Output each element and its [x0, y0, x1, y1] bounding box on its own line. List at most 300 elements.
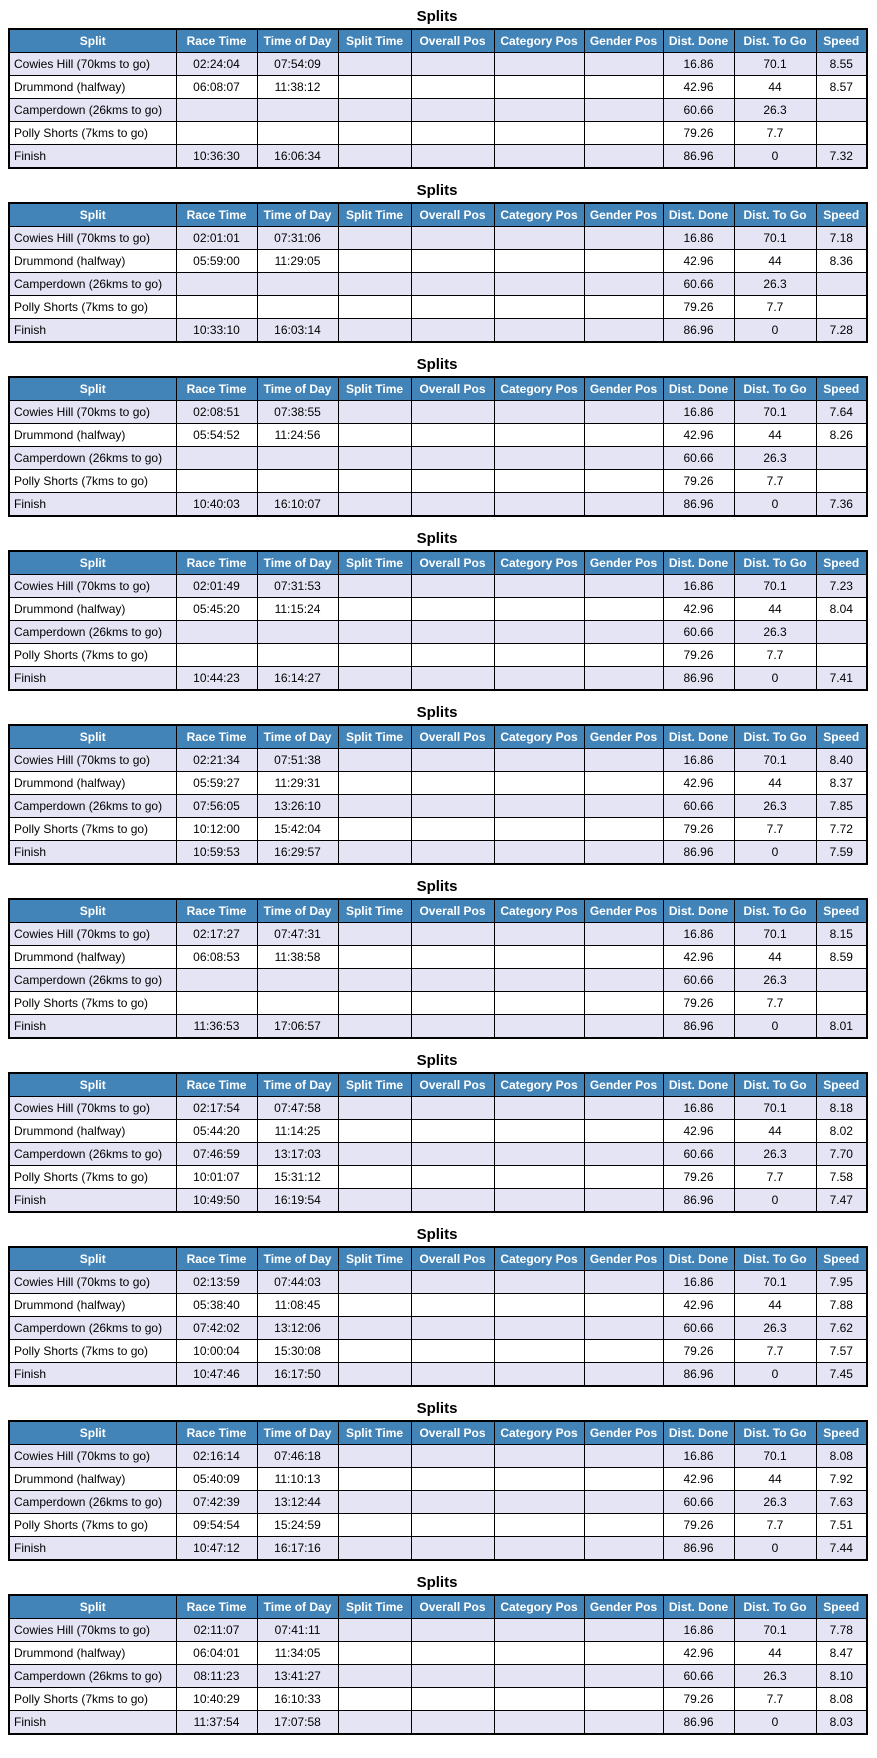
column-header-dist-done: Dist. Done	[663, 1247, 734, 1271]
column-header-speed: Speed	[816, 1595, 867, 1619]
table-cell: 42.96	[663, 1642, 734, 1665]
table-cell	[584, 1688, 663, 1711]
table-cell	[584, 1189, 663, 1213]
column-header-dist-to-go: Dist. To Go	[734, 1073, 816, 1097]
table-cell: 16.86	[663, 227, 734, 250]
table-cell	[338, 493, 411, 517]
table-cell	[584, 319, 663, 343]
table-title: Splits	[416, 1574, 458, 1591]
column-header-gender-pos: Gender Pos	[584, 1595, 663, 1619]
table-cell	[494, 644, 584, 667]
table-cell	[411, 644, 494, 667]
table-row	[9, 1317, 867, 1340]
column-header-category-pos: Category Pos	[494, 1595, 584, 1619]
table-cell: 10:12:00	[176, 818, 257, 841]
column-header-split-time: Split Time	[338, 203, 411, 227]
splits-block	[8, 8, 866, 169]
table-cell: 7.36	[816, 493, 867, 517]
table-header	[9, 551, 867, 575]
table-cell: 86.96	[663, 667, 734, 691]
table-cell: 07:38:55	[257, 401, 338, 424]
table-cell	[494, 250, 584, 273]
table-cell	[494, 122, 584, 145]
splits-tables-container	[0, 8, 877, 1735]
table-cell: 7.63	[816, 1491, 867, 1514]
split-name-cell: Polly Shorts (7kms to go)	[9, 122, 176, 145]
table-row	[9, 667, 867, 691]
table-cell: 86.96	[663, 1015, 734, 1039]
table-cell	[257, 296, 338, 319]
table-cell: 8.15	[816, 923, 867, 946]
column-header-dist-to-go: Dist. To Go	[734, 203, 816, 227]
table-cell	[584, 1294, 663, 1317]
split-name-cell: Finish	[9, 667, 176, 691]
column-header-race-time: Race Time	[176, 551, 257, 575]
table-header-row	[9, 899, 867, 923]
table-cell: 11:37:54	[176, 1711, 257, 1735]
table-body	[9, 749, 867, 865]
table-cell: 16:17:16	[257, 1537, 338, 1561]
table-cell	[584, 424, 663, 447]
table-cell: 8.10	[816, 1665, 867, 1688]
table-row	[9, 1166, 867, 1189]
table-cell	[411, 598, 494, 621]
table-cell	[338, 1097, 411, 1120]
table-row	[9, 250, 867, 273]
table-cell	[494, 818, 584, 841]
table-cell	[411, 621, 494, 644]
table-cell: 7.95	[816, 1271, 867, 1294]
table-cell: 8.26	[816, 424, 867, 447]
table-row	[9, 273, 867, 296]
table-cell	[494, 1294, 584, 1317]
table-cell: 44	[734, 1294, 816, 1317]
splits-block	[8, 1574, 866, 1735]
table-cell: 42.96	[663, 1294, 734, 1317]
table-cell	[494, 1143, 584, 1166]
table-row	[9, 1445, 867, 1468]
column-header-race-time: Race Time	[176, 203, 257, 227]
table-cell: 16.86	[663, 1097, 734, 1120]
table-header	[9, 203, 867, 227]
table-cell	[338, 470, 411, 493]
table-cell: 16:14:27	[257, 667, 338, 691]
table-cell	[584, 53, 663, 76]
table-row	[9, 795, 867, 818]
split-name-cell: Cowies Hill (70kms to go)	[9, 749, 176, 772]
table-cell	[257, 99, 338, 122]
table-cell: 26.3	[734, 1317, 816, 1340]
column-header-split: Split	[9, 1247, 176, 1271]
table-cell: 17:06:57	[257, 1015, 338, 1039]
table-cell: 0	[734, 319, 816, 343]
split-name-cell: Finish	[9, 145, 176, 169]
table-cell	[584, 145, 663, 169]
split-name-cell: Cowies Hill (70kms to go)	[9, 227, 176, 250]
table-header-row	[9, 377, 867, 401]
table-header	[9, 1247, 867, 1271]
column-header-gender-pos: Gender Pos	[584, 725, 663, 749]
table-row	[9, 841, 867, 865]
table-cell	[494, 424, 584, 447]
splits-table	[8, 28, 868, 169]
table-cell	[494, 795, 584, 818]
table-cell	[411, 1619, 494, 1642]
split-name-cell: Camperdown (26kms to go)	[9, 447, 176, 470]
table-cell	[338, 1642, 411, 1665]
splits-block	[8, 878, 866, 1039]
table-cell: 79.26	[663, 470, 734, 493]
table-cell: 7.72	[816, 818, 867, 841]
column-header-race-time: Race Time	[176, 725, 257, 749]
split-name-cell: Finish	[9, 319, 176, 343]
table-cell: 42.96	[663, 1468, 734, 1491]
table-cell: 02:17:27	[176, 923, 257, 946]
table-title: Splits	[416, 356, 458, 373]
table-cell	[411, 1317, 494, 1340]
table-cell	[584, 1120, 663, 1143]
table-cell: 13:12:06	[257, 1317, 338, 1340]
splits-table	[8, 1594, 868, 1735]
table-cell	[584, 1340, 663, 1363]
column-header-split: Split	[9, 1595, 176, 1619]
table-cell: 11:38:12	[257, 76, 338, 99]
table-cell	[338, 1665, 411, 1688]
table-cell: 8.36	[816, 250, 867, 273]
table-cell	[338, 1514, 411, 1537]
table-cell: 11:34:05	[257, 1642, 338, 1665]
table-cell: 26.3	[734, 273, 816, 296]
table-cell: 16:10:33	[257, 1688, 338, 1711]
column-header-gender-pos: Gender Pos	[584, 377, 663, 401]
table-cell	[411, 122, 494, 145]
table-cell: 05:59:27	[176, 772, 257, 795]
table-row	[9, 122, 867, 145]
table-cell	[176, 470, 257, 493]
table-cell: 11:10:13	[257, 1468, 338, 1491]
table-cell: 60.66	[663, 795, 734, 818]
table-cell	[584, 598, 663, 621]
table-cell	[411, 1491, 494, 1514]
table-cell	[411, 1143, 494, 1166]
splits-block	[8, 1400, 866, 1561]
table-cell: 0	[734, 1189, 816, 1213]
column-header-dist-to-go: Dist. To Go	[734, 1595, 816, 1619]
table-cell: 10:47:46	[176, 1363, 257, 1387]
table-row	[9, 1189, 867, 1213]
table-cell	[411, 575, 494, 598]
table-row	[9, 447, 867, 470]
table-cell: 44	[734, 250, 816, 273]
table-row	[9, 1688, 867, 1711]
table-row	[9, 470, 867, 493]
table-cell: 02:01:01	[176, 227, 257, 250]
table-cell	[494, 969, 584, 992]
table-cell	[338, 749, 411, 772]
table-cell	[584, 667, 663, 691]
column-header-dist-to-go: Dist. To Go	[734, 1247, 816, 1271]
table-cell	[338, 99, 411, 122]
column-header-category-pos: Category Pos	[494, 203, 584, 227]
split-name-cell: Camperdown (26kms to go)	[9, 99, 176, 122]
table-cell	[411, 1468, 494, 1491]
table-cell: 60.66	[663, 621, 734, 644]
table-cell: 02:01:49	[176, 575, 257, 598]
table-cell: 70.1	[734, 1271, 816, 1294]
table-cell: 07:54:09	[257, 53, 338, 76]
table-cell	[257, 992, 338, 1015]
table-cell	[584, 795, 663, 818]
table-cell	[494, 76, 584, 99]
table-cell	[176, 644, 257, 667]
table-header	[9, 1421, 867, 1445]
split-name-cell: Polly Shorts (7kms to go)	[9, 818, 176, 841]
table-cell	[494, 1015, 584, 1039]
table-cell: 60.66	[663, 447, 734, 470]
table-cell: 60.66	[663, 1665, 734, 1688]
table-cell	[411, 749, 494, 772]
table-cell	[494, 227, 584, 250]
table-header	[9, 29, 867, 53]
table-cell: 16.86	[663, 1271, 734, 1294]
column-header-time-of-day: Time of Day	[257, 899, 338, 923]
table-cell: 86.96	[663, 1537, 734, 1561]
table-cell	[494, 1363, 584, 1387]
table-cell	[494, 772, 584, 795]
table-row	[9, 644, 867, 667]
table-cell: 0	[734, 145, 816, 169]
split-name-cell: Cowies Hill (70kms to go)	[9, 1271, 176, 1294]
column-header-race-time: Race Time	[176, 899, 257, 923]
table-cell: 0	[734, 841, 816, 865]
split-name-cell: Polly Shorts (7kms to go)	[9, 296, 176, 319]
table-cell: 10:47:12	[176, 1537, 257, 1561]
table-row	[9, 76, 867, 99]
table-cell	[584, 644, 663, 667]
table-cell	[494, 1642, 584, 1665]
table-cell	[816, 99, 867, 122]
splits-table	[8, 724, 868, 865]
table-row	[9, 621, 867, 644]
table-body	[9, 1097, 867, 1213]
column-header-race-time: Race Time	[176, 1247, 257, 1271]
column-header-split-time: Split Time	[338, 1247, 411, 1271]
table-cell	[338, 621, 411, 644]
table-cell	[584, 992, 663, 1015]
table-cell	[411, 145, 494, 169]
table-cell	[176, 99, 257, 122]
table-cell: 26.3	[734, 1143, 816, 1166]
table-row	[9, 1665, 867, 1688]
table-cell	[494, 923, 584, 946]
table-cell	[816, 621, 867, 644]
column-header-split-time: Split Time	[338, 551, 411, 575]
table-cell: 79.26	[663, 122, 734, 145]
table-cell	[338, 53, 411, 76]
table-cell	[338, 772, 411, 795]
table-cell: 70.1	[734, 1097, 816, 1120]
splits-table	[8, 202, 868, 343]
table-cell	[257, 969, 338, 992]
table-cell	[584, 1537, 663, 1561]
table-body	[9, 575, 867, 691]
column-header-gender-pos: Gender Pos	[584, 29, 663, 53]
table-cell	[584, 296, 663, 319]
table-cell	[584, 1642, 663, 1665]
table-cell: 7.88	[816, 1294, 867, 1317]
table-cell	[338, 1619, 411, 1642]
table-cell: 11:36:53	[176, 1015, 257, 1039]
table-header-row	[9, 1421, 867, 1445]
column-header-category-pos: Category Pos	[494, 29, 584, 53]
table-cell: 7.7	[734, 122, 816, 145]
table-cell	[494, 273, 584, 296]
table-cell: 7.62	[816, 1317, 867, 1340]
table-cell: 07:44:03	[257, 1271, 338, 1294]
table-cell	[176, 992, 257, 1015]
table-cell	[257, 122, 338, 145]
column-header-speed: Speed	[816, 725, 867, 749]
table-cell	[494, 1120, 584, 1143]
table-header	[9, 377, 867, 401]
table-cell	[338, 1537, 411, 1561]
table-cell	[816, 122, 867, 145]
table-cell	[338, 1294, 411, 1317]
column-header-overall-pos: Overall Pos	[411, 203, 494, 227]
table-cell	[411, 53, 494, 76]
table-cell	[338, 273, 411, 296]
split-name-cell: Drummond (halfway)	[9, 76, 176, 99]
split-name-cell: Polly Shorts (7kms to go)	[9, 1340, 176, 1363]
split-name-cell: Cowies Hill (70kms to go)	[9, 53, 176, 76]
table-cell	[411, 1711, 494, 1735]
table-body	[9, 1271, 867, 1387]
table-cell	[411, 1097, 494, 1120]
column-header-category-pos: Category Pos	[494, 377, 584, 401]
column-header-split-time: Split Time	[338, 29, 411, 53]
table-cell: 07:31:53	[257, 575, 338, 598]
table-cell	[338, 296, 411, 319]
table-cell	[338, 145, 411, 169]
table-cell	[584, 1514, 663, 1537]
column-header-split-time: Split Time	[338, 1595, 411, 1619]
split-name-cell: Drummond (halfway)	[9, 946, 176, 969]
table-cell	[584, 749, 663, 772]
table-cell: 79.26	[663, 644, 734, 667]
column-header-time-of-day: Time of Day	[257, 203, 338, 227]
table-cell	[411, 818, 494, 841]
table-cell: 15:42:04	[257, 818, 338, 841]
table-cell	[338, 841, 411, 865]
column-header-dist-to-go: Dist. To Go	[734, 899, 816, 923]
table-cell	[338, 946, 411, 969]
table-cell: 15:30:08	[257, 1340, 338, 1363]
table-cell	[338, 992, 411, 1015]
table-row	[9, 1468, 867, 1491]
table-cell: 44	[734, 76, 816, 99]
table-cell: 05:45:20	[176, 598, 257, 621]
table-cell	[494, 749, 584, 772]
table-cell: 07:42:02	[176, 1317, 257, 1340]
table-cell: 02:21:34	[176, 749, 257, 772]
table-header	[9, 725, 867, 749]
split-name-cell: Camperdown (26kms to go)	[9, 795, 176, 818]
table-cell: 86.96	[663, 841, 734, 865]
column-header-speed: Speed	[816, 1421, 867, 1445]
column-header-dist-to-go: Dist. To Go	[734, 377, 816, 401]
table-row	[9, 1642, 867, 1665]
table-cell: 7.7	[734, 1340, 816, 1363]
table-cell	[411, 1514, 494, 1537]
table-cell: 42.96	[663, 76, 734, 99]
table-cell	[584, 1665, 663, 1688]
table-cell	[584, 273, 663, 296]
table-cell	[411, 273, 494, 296]
table-cell	[494, 841, 584, 865]
table-cell: 02:13:59	[176, 1271, 257, 1294]
split-name-cell: Cowies Hill (70kms to go)	[9, 575, 176, 598]
table-cell: 0	[734, 1537, 816, 1561]
table-cell: 7.7	[734, 296, 816, 319]
table-cell	[816, 447, 867, 470]
table-row	[9, 1015, 867, 1039]
table-cell	[411, 447, 494, 470]
table-cell	[411, 1445, 494, 1468]
table-cell	[338, 319, 411, 343]
table-cell	[338, 424, 411, 447]
table-cell: 11:08:45	[257, 1294, 338, 1317]
table-header	[9, 1595, 867, 1619]
table-cell: 86.96	[663, 493, 734, 517]
table-cell	[338, 1271, 411, 1294]
table-cell: 42.96	[663, 424, 734, 447]
table-cell: 79.26	[663, 992, 734, 1015]
table-cell: 60.66	[663, 99, 734, 122]
table-cell	[411, 841, 494, 865]
table-cell: 16:29:57	[257, 841, 338, 865]
table-cell: 10:40:29	[176, 1688, 257, 1711]
table-cell	[338, 122, 411, 145]
table-cell	[338, 1491, 411, 1514]
splits-block	[8, 182, 866, 343]
table-cell	[494, 1340, 584, 1363]
table-cell: 16:06:34	[257, 145, 338, 169]
table-cell	[338, 644, 411, 667]
table-cell: 07:31:06	[257, 227, 338, 250]
table-cell	[257, 470, 338, 493]
table-cell: 8.37	[816, 772, 867, 795]
table-cell: 16:19:54	[257, 1189, 338, 1213]
column-header-race-time: Race Time	[176, 1595, 257, 1619]
table-cell	[584, 1015, 663, 1039]
table-header	[9, 899, 867, 923]
column-header-overall-pos: Overall Pos	[411, 1247, 494, 1271]
split-name-cell: Finish	[9, 493, 176, 517]
table-cell: 06:08:53	[176, 946, 257, 969]
table-cell: 05:59:00	[176, 250, 257, 273]
split-name-cell: Finish	[9, 841, 176, 865]
table-cell: 17:07:58	[257, 1711, 338, 1735]
table-cell: 8.57	[816, 76, 867, 99]
table-cell: 44	[734, 946, 816, 969]
table-cell	[584, 1468, 663, 1491]
table-cell	[494, 1665, 584, 1688]
table-cell: 05:40:09	[176, 1468, 257, 1491]
table-row	[9, 992, 867, 1015]
split-name-cell: Finish	[9, 1711, 176, 1735]
table-cell: 02:11:07	[176, 1619, 257, 1642]
split-name-cell: Finish	[9, 1015, 176, 1039]
